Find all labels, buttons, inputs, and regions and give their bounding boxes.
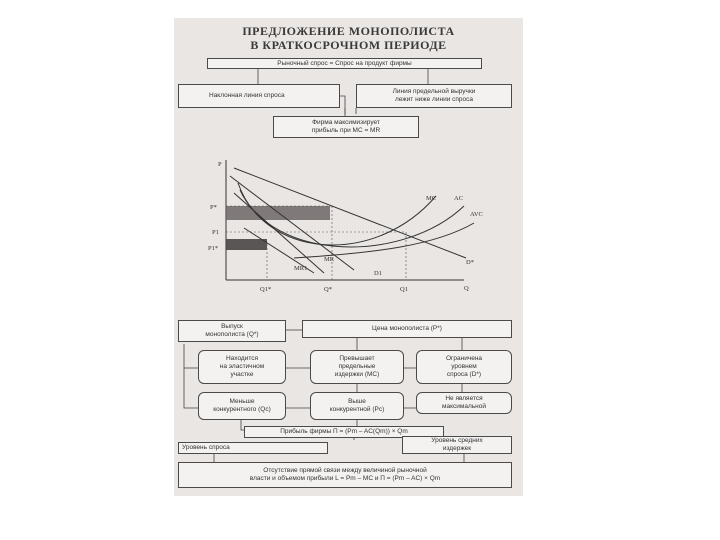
- no-link-line-2: власти и объемом прибыли L = Pm – MC и П = (Pm – AC) × Qm: [249, 475, 441, 482]
- price-text: Цена монополиста (P*): [372, 325, 442, 333]
- textbook-page: [174, 18, 523, 496]
- maximize-line-1: Фирма максимизирует: [312, 119, 380, 127]
- axis-label-q: Q: [464, 285, 469, 292]
- exceeds-line-3: издержки (MC): [334, 370, 380, 378]
- limited-line-3: спроса (D*): [446, 370, 482, 378]
- not-maximal-box: [416, 392, 512, 414]
- label-ac: AC: [454, 195, 464, 202]
- less-competitive-box: [198, 392, 286, 420]
- label-p1: P1: [212, 229, 219, 236]
- demand-level-text: Уровень спроса: [182, 444, 230, 452]
- limited-line-1: Ограничена: [445, 355, 483, 363]
- exceeds-mc-box: [310, 350, 404, 384]
- elastic-line-3: участке: [230, 370, 254, 378]
- output-line-1: Выпуск: [221, 323, 243, 331]
- market-demand-text: Рыночный спрос = Спрос на продукт фирмы: [277, 59, 412, 67]
- label-q1: Q1: [400, 286, 408, 293]
- label-q1-star: Q1*: [260, 286, 272, 293]
- label-mr1: MR1: [294, 265, 308, 272]
- label-avc: AVC: [470, 211, 483, 218]
- no-direct-link-box: [178, 462, 512, 488]
- label-mr: MR: [324, 256, 335, 263]
- label-p1-star: P1*: [208, 245, 219, 252]
- title-line-2: В КРАТКОСРОЧНОМ ПЕРИОДЕ: [250, 38, 447, 52]
- mr-line-2: лежит ниже линии спроса: [394, 96, 474, 103]
- not-max-line-2: максимальной: [442, 403, 486, 410]
- exceeds-line-2: предельные: [338, 363, 376, 371]
- demand-level-box: [178, 442, 328, 454]
- label-d1: D1: [374, 270, 382, 277]
- limited-line-2: уровнем: [451, 363, 477, 371]
- avg-cost-level-box: [402, 436, 512, 454]
- not-max-line-1: Не является: [445, 395, 483, 403]
- bottom-flow-connectors: [174, 18, 523, 496]
- label-q-star: Q*: [324, 286, 332, 293]
- axis-label-p: P: [218, 161, 222, 168]
- elastic-line-2: на эластичном: [219, 363, 265, 371]
- mr-line-1: Линия предельной выручки: [392, 88, 476, 96]
- higher-line-1: Выше: [348, 398, 366, 406]
- label-d-star: D*: [466, 259, 474, 266]
- label-mc: MC: [426, 195, 437, 202]
- monopoly-price-box: [302, 320, 512, 338]
- higher-competitive-box: [310, 392, 404, 420]
- avg-cost-line-2: издержек: [442, 445, 472, 452]
- avg-cost-line-1: Уровень средних: [431, 437, 483, 445]
- output-line-2: монополиста (Q*): [205, 331, 259, 338]
- monopoly-output-box: [178, 320, 286, 342]
- profit-text: Прибыль фирмы П = (Pm – AC(Qm)) × Qm: [280, 428, 408, 436]
- elastic-line-1: Находится: [225, 355, 259, 363]
- sloped-demand-text: Наклонная линия спроса: [209, 92, 285, 100]
- label-p-star: P*: [210, 204, 217, 211]
- limited-demand-box: [416, 350, 512, 384]
- no-link-line-1: Отсутствие прямой связи между величиной рыночной: [263, 467, 427, 475]
- less-line-2: конкурентного (Qc): [213, 406, 271, 413]
- higher-line-2: конкурентной (Pc): [329, 406, 385, 413]
- title-line-1: ПРЕДЛОЖЕНИЕ МОНОПОЛИСТА: [242, 24, 455, 38]
- exceeds-line-1: Превышает: [339, 355, 375, 363]
- maximize-line-2: прибыль при MC = MR: [311, 127, 381, 134]
- less-line-1: Меньше: [229, 398, 255, 406]
- elastic-segment-box: [198, 350, 286, 384]
